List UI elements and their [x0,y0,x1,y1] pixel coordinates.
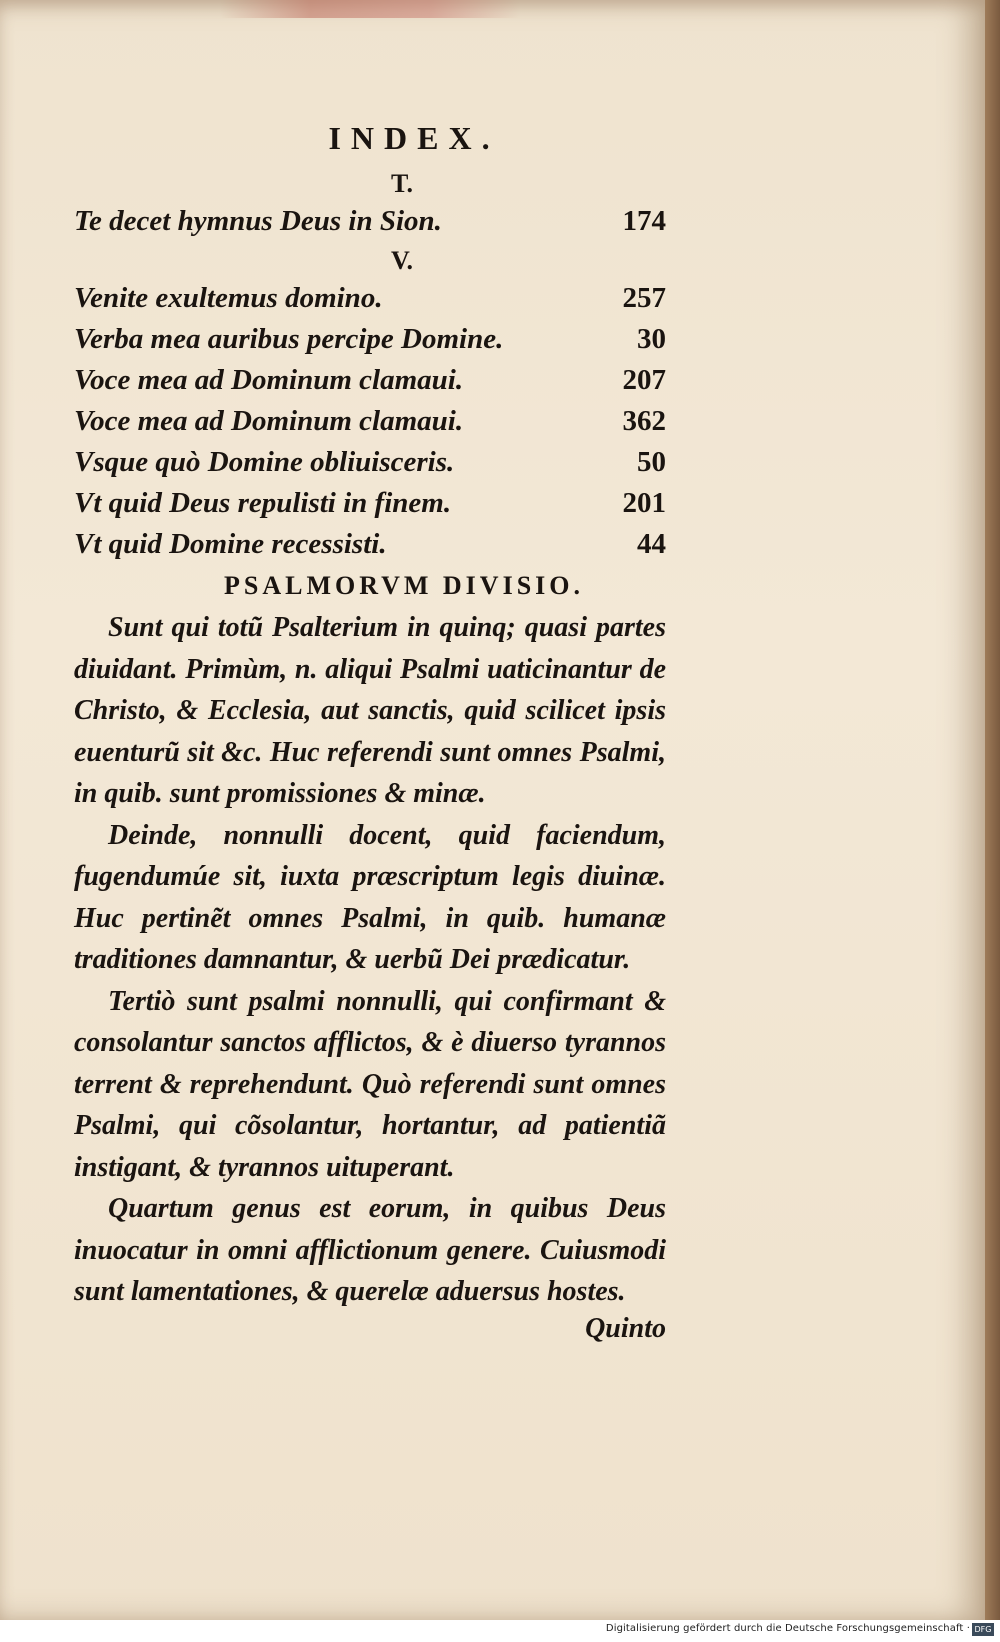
catchword: Quinto [585,1312,666,1344]
entry-text: Verba mea auribus percipe Domine. [74,323,504,355]
index-entry [74,524,666,565]
entry-text: Vt quid Deus repulisti in finem. [74,487,452,519]
body-paragraph: Tertiò sunt psalmi nonnulli, qui confirmant & consolantur sanctos afflictos, & è diuerso tyrannos terrent & reprehendunt. Quò referendi sunt omnes Psalmi, qui cõsolantur, hortantur, ad patientiã instigant, & tyrannos uituperant. [74,985,666,1183]
letter-t: T. [391,169,413,198]
index-entry [74,483,666,524]
entry-page: 257 [622,282,666,314]
letter-v: V. [391,246,413,275]
index-entry [74,278,666,319]
entry-page: 207 [622,364,666,396]
index-entry [74,360,666,401]
index-entry [74,401,666,442]
entry-text: Voce mea ad Dominum clamaui. [74,364,464,396]
entry-page: 174 [622,205,666,237]
dfg-logo-icon: DFG [972,1623,994,1636]
entry-text: Vt quid Domine recessisti. [74,528,387,560]
entry-page: 30 [637,323,666,355]
body-paragraph: Quartum genus est eorum, in quibus Deus inuocatur in omni afflictionum genere. Cuiusmodi sunt lamentationes, & querelæ aduersus hostes. [74,1193,666,1307]
page-text [74,120,694,1345]
body-paragraph: Sunt qui totũ Psalterium in quinq; quasi partes diuidant. Primùm, n. aliqui Psalmi uaticinantur de Christo, & Ecclesia, aut sanctis, quid scilicet ipsis euenturũ sit &c. Huc referendi sunt omnes Psalmi, in quib. sunt promissiones & minæ. [74,612,666,809]
index-heading: INDEX. [328,120,500,156]
digitization-credit: Digitalisierung gefördert durch die Deutsche Forschungsgemeinschaft · [605,1623,970,1634]
index-entry [74,201,666,242]
entry-page: 201 [622,487,666,519]
index-entry [74,319,666,360]
entry-text: Voce mea ad Dominum clamaui. [74,405,464,437]
index-entry [74,442,666,483]
entry-text: Venite exultemus domino. [74,282,383,314]
red-edge-stain [220,0,520,18]
section-title: PSALMORVM DIVISIO. [224,571,584,600]
entry-text: Vsque quò Domine obliuisceris. [74,446,455,478]
body-paragraph: Deinde, nonnulli docent, quid faciendum, fugendumúe sit, iuxta præscriptum legis diuinæ. Huc pertinẽt omnes Psalmi, in quib. humanæ traditiones damnantur, & uerbũ Dei prædicatur. [74,819,666,975]
entry-page: 50 [637,446,666,478]
entry-page: 362 [622,405,666,437]
entry-text: Te decet hymnus Deus in Sion. [74,205,442,237]
entry-page: 44 [637,528,666,560]
